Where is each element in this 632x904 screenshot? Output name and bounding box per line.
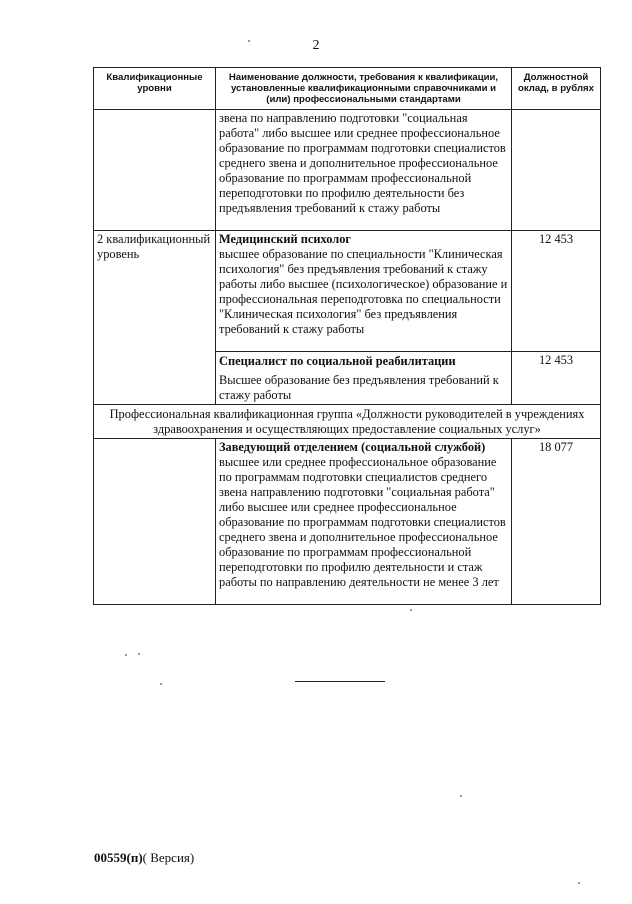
salary-cell: 12 453 bbox=[512, 352, 601, 405]
group-header: Профессиональная квалификационная группа «Должности руководителей в учреждениях здравоохранения и осуществляющих предоставление социальных услуг» bbox=[94, 405, 601, 439]
position-requirements: высшее или среднее профессиональное образование по программам подготовки специалистов среднего звена направлению подготовки "социальная работа" либо высшее или среднее профессиональное образование по программам подготовки специалистов среднего звена и дополнительное профессиональное образование по программам профессиональной переподготовки по профилю деятельности и стаж работы по направлению деятельности не менее 3 лет bbox=[219, 455, 506, 589]
salary-cell: 12 453 bbox=[512, 231, 601, 352]
page-number: 2 bbox=[312, 38, 320, 53]
position-requirements: высшее образование по специальности "Клиническая психология" без предъявления требований к стажу работы либо высшее (психологическое) образование и профессиональная переподготовка по специальности "Клиническая психология" без предъявления требований к стажу работы bbox=[219, 247, 508, 336]
salary-cell: 18 077 bbox=[512, 439, 601, 605]
header-levels: Квалификационные уровни bbox=[94, 68, 216, 110]
level-cell bbox=[94, 439, 216, 605]
scan-speck bbox=[125, 654, 127, 656]
header-salary: Должностной оклад, в рублях bbox=[512, 68, 601, 110]
scan-speck bbox=[460, 795, 462, 797]
position-cell bbox=[216, 231, 512, 352]
salary-cell bbox=[512, 110, 601, 231]
scan-speck bbox=[160, 683, 162, 685]
position-cell bbox=[216, 439, 512, 605]
qualification-table bbox=[93, 67, 601, 605]
table-row bbox=[94, 110, 601, 231]
position-title: Медицинский психолог bbox=[219, 232, 352, 246]
position-requirements: Высшее образование без предъявления требований к стажу работы bbox=[219, 373, 499, 402]
separator-line bbox=[295, 681, 385, 682]
position-cell bbox=[216, 110, 512, 231]
header-position: Наименование должности, требования к квалификации, установленные квалификационными справочниками и (или) профессиональными стандартами bbox=[216, 68, 512, 110]
table-header-row bbox=[94, 68, 601, 110]
scan-speck bbox=[578, 882, 580, 884]
position-cell bbox=[216, 352, 512, 405]
document-version: ( Версия) bbox=[142, 850, 195, 865]
level-cell: 2 квалификационный уровень bbox=[94, 231, 216, 405]
scan-speck bbox=[248, 40, 250, 42]
position-title: Специалист по социальной реабилитации bbox=[219, 354, 456, 368]
table-row bbox=[94, 231, 601, 352]
scan-speck bbox=[138, 653, 140, 655]
position-title: Заведующий отделением (социальной службой) bbox=[219, 440, 486, 454]
scan-speck bbox=[410, 609, 412, 611]
table-row bbox=[94, 439, 601, 605]
document-code bbox=[94, 850, 194, 866]
document-code-number: 00559(п) bbox=[94, 850, 143, 865]
level-cell bbox=[94, 110, 216, 231]
position-requirements: звена по направлению подготовки "социальная работа" либо высшее или среднее профессиональное образование по программам подготовки специалистов среднего звена и дополнительное профессиональное образование по программам профессиональной переподготовки по профилю деятельности без предъявления требований к стажу работы bbox=[219, 111, 506, 215]
group-header-row bbox=[94, 405, 601, 439]
